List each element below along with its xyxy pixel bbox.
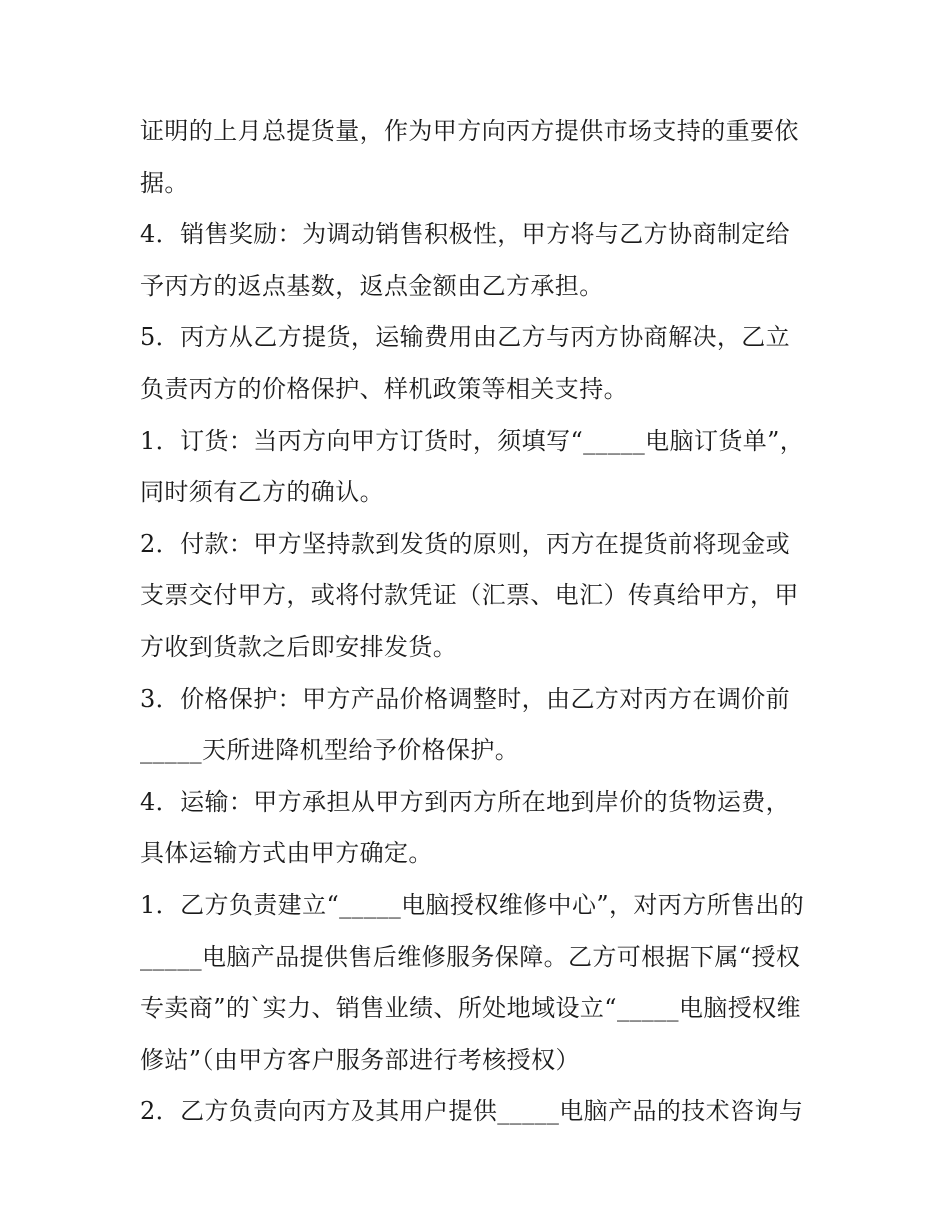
- text-line: 负责丙方的价格保护、样机政策等相关支持。: [140, 374, 628, 403]
- text-line: 修站”（由甲方客户服务部进行考核授权）: [140, 1045, 580, 1074]
- text-line: 具体运输方式由甲方确定。: [140, 839, 433, 868]
- text-line: 2．付款：甲方坚持款到发货的原则，丙方在提货前将现金或: [140, 529, 791, 558]
- text-line: _____电脑产品提供售后维修服务保障。乙方可根据下属“授权: [140, 942, 801, 971]
- text-line: 予丙方的返点基数，返点金额由乙方承担。: [140, 271, 604, 300]
- text-line: 4．销售奖励：为调动销售积极性，甲方将与乙方协商制定给: [140, 220, 791, 249]
- text-line: 1．乙方负责建立“_____电脑授权维修中心”，对丙方所售出的: [140, 890, 805, 919]
- text-line: _____天所进降机型给予价格保护。: [140, 736, 520, 765]
- text-line: 证明的上月总提货量，作为甲方向丙方提供市场支持的重要依: [140, 117, 799, 145]
- text-line: 4．运输：甲方承担从甲方到丙方所在地到岸价的货物运费，: [140, 787, 791, 816]
- text-line: 同时须有乙方的确认。: [140, 478, 384, 507]
- text-line: 方收到货款之后即安排发货。: [140, 632, 458, 661]
- text-line: 3．价格保护：甲方产品价格调整时，由乙方对丙方在调价前: [140, 684, 791, 713]
- text-line: 专卖商”的`实力、销售业绩、所处地域设立“_____电脑授权维: [140, 994, 801, 1023]
- text-line: 5．丙方从乙方提货，运输费用由乙方与丙方协商解决，乙立: [140, 323, 791, 352]
- text-line: 1．订货：当丙方向甲方订货时，须填写“_____电脑订货单”，: [140, 426, 805, 455]
- text-line: 据。: [140, 168, 189, 197]
- text-line: 支票交付甲方，或将付款凭证（汇票、电汇）传真给甲方，甲: [140, 581, 799, 610]
- document-body: [140, 106, 810, 1138]
- text-line: 2．乙方负责向丙方及其用户提供_____电脑产品的技术咨询与: [140, 1097, 804, 1126]
